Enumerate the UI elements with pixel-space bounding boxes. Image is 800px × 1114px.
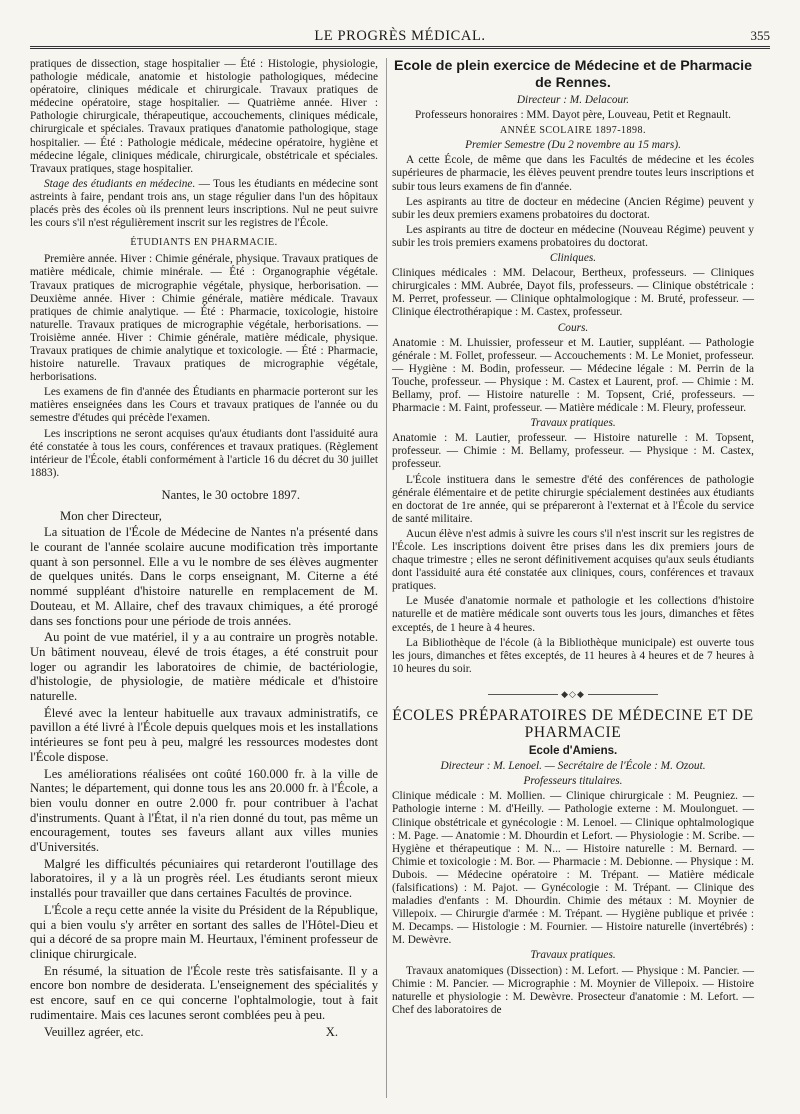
letter-date: Nantes, le 30 octobre 1897. (161, 487, 300, 502)
paragraph: La situation de l'École de Médecine de Nantes n'a présenté dans le courant de l'année scolaire aucune modification très importante quant à son personnel. Elle a vu le nombre de ses élèves augmenter de quelques unités. Dans le corps enseignant, M. Citerne a été nommé suppléant d'histoire naturelle en remplacement de M. Douteau, et M. Allaire, chef des travaux chimiques, a été prorogé dans ses fonctions pour une période de trois années. (30, 525, 378, 628)
column-divider (386, 58, 387, 1098)
paragraph: Cliniques médicales : MM. Delacour, Bertheux, professeurs. — Cliniques chirurgicales : MM. Aubrée, Dayot fils, professeurs. — Clinique obstétricale : M. Perret, professeur. — Clinique ophtalmologique : M. Bruté, professeur. — Clinique électrothérapique : M. Castex, professeur. (392, 267, 754, 319)
subheading: Travaux pratiques. (530, 949, 616, 962)
subheading: Ecole d'Amiens. (528, 745, 618, 758)
paragraph: A cette École, de même que dans les Facultés de médecine et les écoles supérieures de pharmacie, les élèves peuvent prendre toutes leurs inscriptions et subir tous leurs examens de fin d'année. (392, 154, 754, 193)
subheading: Professeurs titulaires. (523, 775, 623, 788)
page-header (30, 24, 770, 49)
director-line: Directeur : M. Lenoel. — Secrétaire de l'École : M. Ozout. (440, 760, 706, 773)
paragraph: Élevé avec la lenteur habituelle aux travaux administratifs, ce pavillon a été livré à l'École depuis quelques mois et les installations intérieures se font peu à peu, malgré les ressources modestes dont l'École dispose. (30, 705, 378, 764)
paragraph: pratiques de dissection, stage hospitalier — Été : Histologie, physiologie, pathologie médicale, anatomie et histologie pathologiques, médecine opératoire, cliniques médicale et chirurgicale. Travaux pratiques de médecine opératoire, stage hospitalier. — Quatrième année. Hiver : Pathologie chirurgicale, thérapeutique, accouchements, cliniques médicale, chirurgicale et spéciales. Travaux pratiques d'anatomie pathologique, stage hospitalier. — Été : Pathologie médicale, médecine opératoire, hygiène et médecine légale, cliniques médicale, chirurgicale, obstétricale et spéciales. Travaux pratiques, stage hospitalier. (30, 58, 378, 175)
honorary-professors: Professeurs honoraires : MM. Dayot père, Louveau, Petit et Regnault. (415, 109, 731, 122)
paragraph: L'École instituera dans le semestre d'été des conférences de pathologie générale élémentaire et de petite chirurgie spécialement destinées aux étudiants en doctorat de 1re année, qui se prépareront à l'externat et à l'École du service de santé militaire. (392, 473, 754, 525)
paragraph: Anatomie : M. Lautier, professeur. — Histoire naturelle : M. Topsent, professeur. — Chimie : M. Bellamy, professeur. — Physique : M. Castex, professeur. (392, 432, 754, 471)
subheading: Cliniques. (549, 252, 597, 265)
signature: X. (325, 1024, 338, 1039)
paragraph: Les aspirants au titre de docteur en médecine (Nouveau Régime) peuvent y subir les trois premiers examens probatoires du doctorat. (392, 223, 754, 249)
paragraph: Les améliorations réalisées ont coûté 160.000 fr. à la ville de Nantes; le département, qui donne tous les ans 20.000 fr. à l'École, a bien voulu donner en outre 2.000 fr. pour contribuer à l'achat d'instruments. Quant à l'État, il n'a rien donné du tout, pas même un encouragement, toutes ses faveurs allant aux villes munies d'Universités. (30, 766, 378, 855)
subheading: Travaux pratiques. (530, 417, 616, 430)
paragraph (30, 178, 378, 230)
paragraph: Les inscriptions ne seront acquises qu'aux étudiants dont l'assiduité aura été constatée à tous les cours, conférences et travaux pratiques. (Règlement intérieur de l'École, établi conformément à l'article 16 du décret du 30 juillet 1883). (30, 427, 378, 479)
paragraph: Clinique médicale : M. Mollien. — Clinique chirurgicale : M. Peugniez. — Pathologie interne : M. d'Heilly. — Pathologie externe : M. Moulonguet. — Clinique obstétricale et gynécologie : M. Lenoel. — Clinique ophtalmologique : M. Page. — Anatomie : M. Dhourdin et Lefort. — Physiologie : M. Scribe. — Hygiène et thérapeutique : M. N... — Histoire naturelle : M. Bernard. — Chimie et toxicologie : M. Bor. — Pharmacie : M. Debionne. — Physique : M. Dubois. — Médecine opératoire : M. Trépant. — Matière médicale (falsifications) : M. Pajot. — Gynécologie : M. Trépant. — Clinique des maladies d'enfants : M. Dhourdin. Chimie des métaux : M. Moynier de Villepoix. — Chirurgie d'armée : M. Trépant. — Hygiène publique et privée : M. Decamps. — Histologie : M. Fournier. — Histoire naturelle (invertébrés) : M. Dewèvre. (392, 790, 754, 947)
paragraph: Les aspirants au titre de docteur en médecine (Ancien Régime) peuvent y subir les deux premiers examens probatoires du doctorat. (392, 195, 754, 221)
paragraph: Travaux anatomiques (Dissection) : M. Lefort. — Physique : M. Pancier. — Chimie : M. Pancier. — Micrographie : M. Moynier de Villepoix. — Histoire naturelle et physiologie : M. Dewèvre. Prosecteur d'anatomie : M. Lefort. — Chef des laboratoires de (392, 964, 754, 1016)
paragraph: L'École a reçu cette année la visite du Président de la République, qui a bien voulu s'y arrêter en sortant des salles de l'Hôtel-Dieu et qui a décoré de sa propre main M. Heurtaux, l'éminent professeur de clinique chirurgicale. (30, 902, 378, 961)
paragraph-text: — Tous les étudiants en médecine sont astreints à faire, pendant trois ans, un stage régulier dans l'un des hôpitaux placés près des écoles où ils prennent leurs inscriptions. Nul ne peut suivre les cours s'il n'est régulièrement inscrit sur les registres de l'École. (30, 177, 379, 230)
ornament-divider: ◆◇◆ (392, 688, 754, 701)
closing-line (30, 1025, 378, 1040)
paragraph: Anatomie : M. Lhuissier, professeur et M. Lautier, suppléant. — Pathologie générale : M. Follet, professeur. — Accouchements : M. Le Moniet, professeur. — Hygiène : M. Bodin, professeur. — Médecine légale : M. Perrin de la Touche, professeur. — Physique : M. Castex et Laurent, prof. — Chimie : M. Bellamy, prof. — Histoire naturelle : M. Topsent, Crié, professeurs. — Pharmacie : M. Faint, professeur. — Matière médicale : M. Fleury, professeur. (392, 336, 754, 415)
salutation: Mon cher Directeur, (60, 508, 162, 523)
running-title: LE PROGRÈS MÉDICAL. (314, 28, 486, 44)
subheading: Cours. (557, 321, 589, 334)
left-column (30, 58, 378, 1039)
paragraph: En résumé, la situation de l'École reste très satisfaisante. Il y a encore bon nombre de desiderata. L'enseignement des spécialités y est encore, sauf en ce qui concerne l'ophtalmologie, tout à fait rudimentaire. Mais ces lacunes seront comblées peu à peu. (30, 963, 378, 1022)
paragraph: Malgré les difficultés pécuniaires qui retarderont l'outillage des laboratoires, il y a là un progrès réel. Les étudiants seront mieux installés pour travailler que dans certaines Facultés de province. (30, 856, 378, 901)
semester: Premier Semestre (Du 2 novembre au 15 mars). (465, 139, 681, 152)
paragraph: Le Musée d'anatomie normale et pathologie et les collections d'histoire naturelle et de matière médicale sont ouverts tous les jours, dimanches et fêtes exceptés, de 1 heure à 4 heures. (392, 595, 754, 634)
page-number: 355 (750, 28, 770, 43)
director-line: Directeur : M. Delacour. (516, 94, 630, 106)
school-year: ANNÉE SCOLAIRE 1897-1898. (499, 125, 647, 137)
section-title: ÉCOLES PRÉPARATOIRES DE MÉDECINE ET DE PHARMACIE (392, 707, 754, 742)
paragraph: Au point de vue matériel, il y a au contraire un progrès notable. Un bâtiment nouveau, élevé de trois étages, a été construit pour loger ou agrandir les laboratoires de chimie, de bactériologie, d'histologie, de physiologie, de matière médicale et d'histoire naturelle. (30, 630, 378, 704)
right-column (392, 58, 754, 1019)
paragraph: Aucun élève n'est admis à suivre les cours s'il n'est inscrit sur les registres de l'École. Les inscriptions doivent être prises dans les dix premiers jours de chaque trimestre ; elles ne seront définitivement acquises qu'aux seuls étudiants dont l'assiduité aura été constatée aux cliniques, cours, conférences et travaux pratiques. (392, 527, 754, 593)
section-heading: ÉTUDIANTS EN PHARMACIE. (130, 237, 278, 249)
paragraph: Première année. Hiver : Chimie générale, physique. Travaux pratiques de matière médicale, chimie minérale. — Été : Organographie végétale. Travaux pratiques de micrographie végétale, physique, herborisation. — Deuxième année. Hiver : Chimie générale, matière médicale. Travaux pratiques de chimie analytique. — Été : Pharmacie, toxicologie, histoire naturelle. Travaux pratiques de micrographie végétale, herborisations. — Troisième année. Hiver : Chimie générale, matière médicale, physique. Travaux pratiques de chimie analytique et toxicologie. — Été : Pharmacie, histoire naturelle. Travaux pratiques de micrographie végétale, herborisations. (30, 253, 378, 384)
closing: Veuillez agréer, etc. (44, 1024, 144, 1039)
paragraph: Les examens de fin d'année des Étudiants en pharmacie porteront sur les matières enseignées dans les Cours et travaux pratiques de l'année ou du semestre d'études qui précède l'examen. (30, 386, 378, 425)
paragraph: La Bibliothèque de l'école (à la Bibliothèque municipale) est ouverte tous les jours, dimanches et fêtes exceptés, de 11 heures à 4 heures et de 7 heures à 10 heures du soir. (392, 636, 754, 675)
section-title: Ecole de plein exercice de Médecine et de Pharmacie de Rennes. (393, 58, 752, 91)
italic-lead: Stage des étudiants en médecine. (44, 177, 196, 190)
